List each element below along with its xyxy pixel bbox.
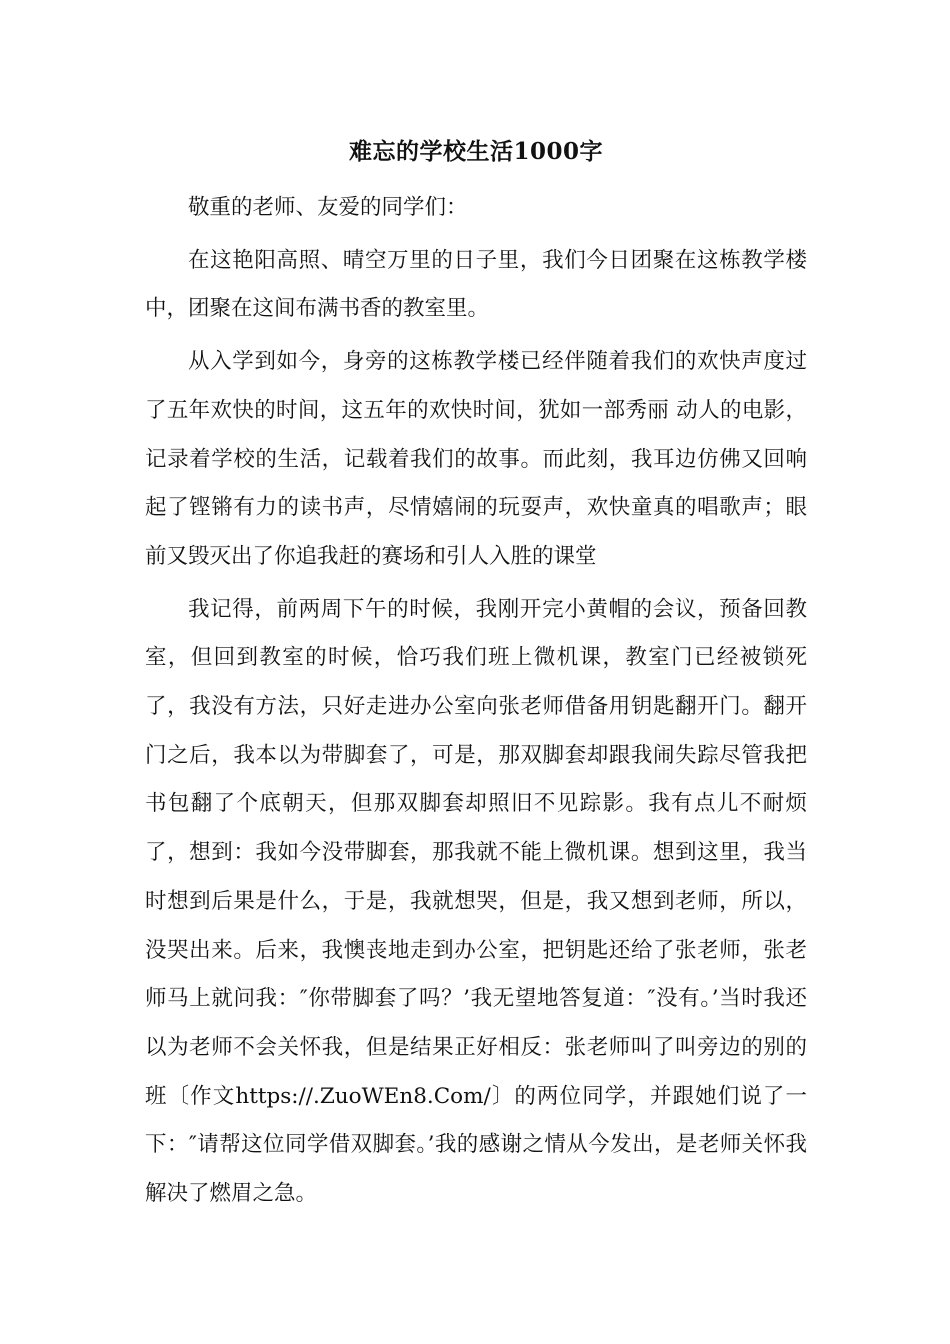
paragraph-greeting: 敬重的老师、友爱的同学们： xyxy=(188,195,468,220)
paragraph-memories: 从入学到如今，身旁的这栋教学楼已经伴随着我们的欢快声度过了五年欢快的时间，这五年的欢快时间，犹如一部秀丽 动人的电影，记录着学校的生活，记载着我们的故事。而此刻，我耳边仿佛又回响起了铿锵有力的读书声，尽情嬉闹的玩耍声，欢快童真的唱歌声；眼前又毁灭出了你追我赶的赛场和引人入胜的课堂 xyxy=(145,349,807,569)
paragraph-story: 我记得，前两周下午的时候，我刚开完小黄帽的会议，预备回教室，但回到教室的时候，恰巧我们班上微机课，教室门已经被锁死了，我没有方法，只好走进办公室向张老师借备用钥匙翻开门。翻开门之后，我本以为带脚套了，可是，那双脚套却跟我闹失踪尽管我把书包翻了个底朝天，但那双脚套却照旧不见踪影。我有点儿不耐烦了，想到：我如今没带脚套，那我就不能上微机课。想到这里，我当时想到后果是什么，于是，我就想哭，但是，我又想到老师，所以，没哭出来。后来，我懊丧地走到办公室，把钥匙还给了张老师，张老师马上就问我：″你带脚套了吗？’我无望地答复道：″没有。’当时我还以为老师不会关怀我，但是结果正好相反：张老师叫了叫旁边的别的班〔作文https://.ZuoWEn8.Com/〕的两位同学，并跟她们说了一下：″请帮这位同学借双脚套。’我的感谢之情从今发出，是老师关怀我解决了燃眉之急。 xyxy=(145,596,807,1207)
paragraph-opening: 在这艳阳高照、晴空万里的日子里，我们今日团聚在这栋教学楼中，团聚在这间布满书香的教室里。 xyxy=(145,247,807,322)
document-title: 难忘的学校生活1000字 xyxy=(348,138,603,165)
document-page xyxy=(145,131,807,1223)
